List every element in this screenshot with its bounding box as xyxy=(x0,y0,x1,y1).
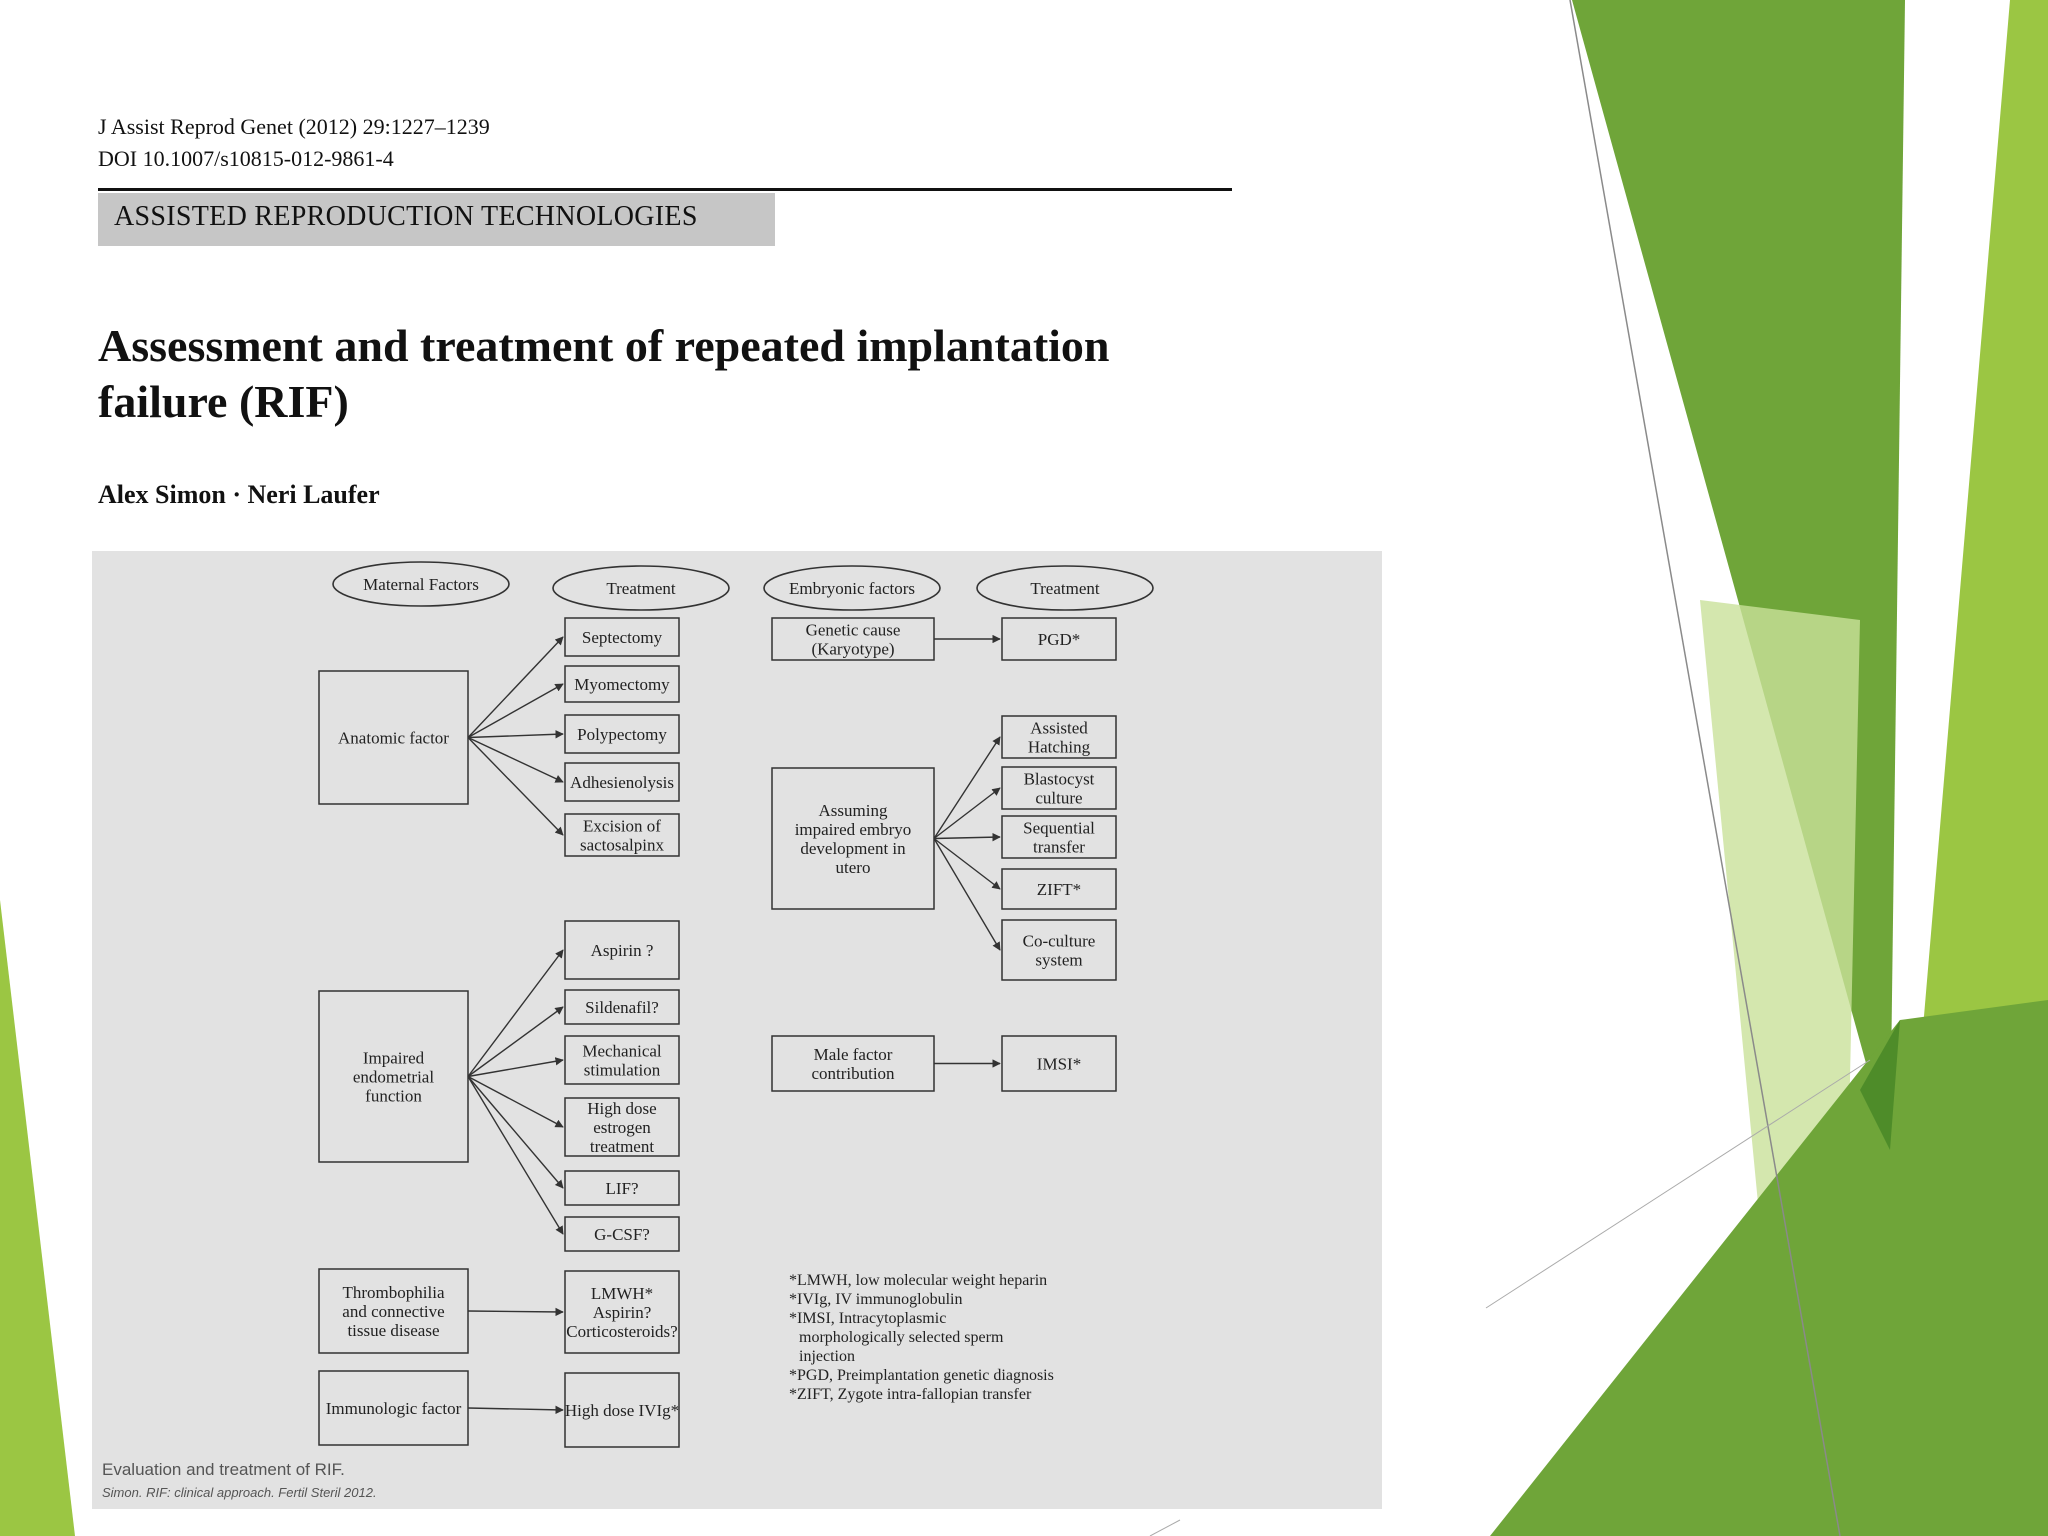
immunologic-treatment-label-1-line-1: High dose IVIg* xyxy=(564,1401,680,1420)
header-maternal-label: Maternal Factors xyxy=(363,575,479,594)
male-factor-label-line-1: Male factor xyxy=(813,1045,893,1064)
paper-title xyxy=(98,318,1218,430)
rif-flowchart xyxy=(92,551,1382,1509)
endometrial-factor-label-line-3: function xyxy=(365,1086,422,1106)
thrombophilia-factor-label-line-2: and connective xyxy=(342,1302,445,1321)
male-factor-label-line-2: contribution xyxy=(811,1064,895,1083)
abbrev-lmwh: *LMWH, low molecular weight heparin xyxy=(789,1272,1048,1289)
genetic-factor-label-line-1: Genetic cause xyxy=(805,620,901,640)
endometrial-treatment-label-5-line-1: LIF? xyxy=(605,1179,639,1198)
abbrev-imsi: *IMSI, Intracytoplasmic xyxy=(789,1310,947,1327)
anatomic-factor-label-line-1: Anatomic factor xyxy=(338,728,449,748)
header-treatment-left-label: Treatment xyxy=(606,579,676,598)
embryo-development-treatment-label-3-line-2: transfer xyxy=(1033,837,1085,857)
section-banner xyxy=(98,193,775,246)
abbrev-imsi-cont-2: injection xyxy=(799,1348,855,1365)
endometrial-treatment-label-3-line-2: stimulation xyxy=(583,1060,661,1080)
embryo-development-treatment-label-2-line-1: Blastocyst xyxy=(1023,769,1095,789)
embryo-development-treatment-label-1-line-1: Assisted xyxy=(1030,718,1088,738)
section-label: ASSISTED REPRODUCTION TECHNOLOGIES xyxy=(114,201,698,232)
endometrial-treatment-label-4-line-1: High dose xyxy=(587,1099,657,1118)
anatomic-arrow-2 xyxy=(468,684,563,738)
embryo-development-treatment-label-2-line-2: culture xyxy=(1035,788,1083,808)
thrombophilia-treatment-label-1-line-3: Corticosteroids? xyxy=(566,1322,678,1341)
anatomic-arrow-4 xyxy=(468,738,563,783)
anatomic-treatment-label-5-line-2: sactosalpinx xyxy=(579,835,665,855)
anatomic-arrow-5 xyxy=(468,738,563,836)
male-treatment-label-1-line-1: IMSI* xyxy=(1036,1054,1082,1074)
embryo-development-arrow-1 xyxy=(934,737,1000,839)
anatomic-treatment-label-4-line-1: Adhesienolysis xyxy=(570,773,674,792)
header-treatment-right-label: Treatment xyxy=(1030,579,1100,598)
endometrial-arrow-4 xyxy=(468,1077,563,1128)
thrombophilia-treatment-label-1-line-1: LMWH* xyxy=(590,1284,654,1303)
anatomic-treatment-label-5-line-1: Excision of xyxy=(583,816,661,836)
endometrial-arrow-5 xyxy=(468,1077,563,1189)
thrombophilia-factor-label-line-3: tissue disease xyxy=(347,1321,440,1340)
header-embryonic-label: Embryonic factors xyxy=(788,579,916,598)
figure-caption: Evaluation and treatment of RIF. xyxy=(102,1460,345,1479)
embryo-development-factor-label-line-2: impaired embryo xyxy=(794,820,912,839)
endometrial-treatment-label-3-line-1: Mechanical xyxy=(582,1041,662,1061)
embryo-development-arrow-2 xyxy=(934,788,1000,839)
endometrial-treatment-label-4-line-3: treatment xyxy=(589,1137,655,1156)
genetic-treatment-label-1-line-1: PGD* xyxy=(1037,630,1081,649)
embryo-development-factor-label-line-1: Assuming xyxy=(818,801,888,820)
anatomic-treatment-label-1-line-1: Septectomy xyxy=(581,628,663,647)
anatomic-treatment-label-2-line-1: Myomectomy xyxy=(574,675,670,694)
flowchart-nodes xyxy=(319,618,1116,1447)
embryo-development-arrow-3 xyxy=(934,837,1000,839)
journal-citation: J Assist Reprod Genet (2012) 29:1227–1239 xyxy=(98,114,490,139)
embryo-development-treatment-label-5-line-1: Co-culture xyxy=(1022,931,1096,951)
paper-title-line-1: Assessment and treatment of repeated implantation xyxy=(98,320,1110,371)
embryo-development-factor-label-line-4: utero xyxy=(835,858,871,877)
endometrial-arrow-2 xyxy=(468,1007,563,1077)
embryo-development-arrow-5 xyxy=(934,839,1000,951)
endometrial-arrow-6 xyxy=(468,1077,563,1235)
paper-title-line-2: failure (RIF) xyxy=(98,376,349,427)
journal-doi: DOI 10.1007/s10815-012-9861-4 xyxy=(98,146,394,171)
abbrev-imsi-cont-1: morphologically selected sperm xyxy=(799,1329,1004,1346)
abbrev-ivig: *IVIg, IV immunoglobulin xyxy=(789,1291,963,1308)
thrombophilia-treatment-label-1-line-2: Aspirin? xyxy=(592,1303,652,1322)
decor-shape-left xyxy=(0,900,75,1536)
anatomic-treatment-label-3-line-1: Polypectomy xyxy=(577,725,667,744)
endometrial-treatment-label-4-line-2: estrogen xyxy=(593,1118,651,1137)
anatomic-arrow-1 xyxy=(468,637,563,738)
immunologic-arrow-1 xyxy=(468,1408,563,1410)
embryo-development-factor-label-line-3: development in xyxy=(800,839,906,858)
figure-source: Simon. RIF: clinical approach. Fertil Steril 2012. xyxy=(102,1485,377,1500)
figure-panel xyxy=(92,551,1382,1509)
embryo-development-treatment-label-1-line-2: Hatching xyxy=(1027,737,1091,757)
endometrial-factor-label-line-1: Impaired xyxy=(362,1048,425,1068)
endometrial-treatment-label-2-line-1: Sildenafil? xyxy=(585,998,659,1017)
endometrial-arrow-1 xyxy=(468,950,563,1077)
abbrev-zift: *ZIFT, Zygote intra-fallopian transfer xyxy=(789,1386,1032,1403)
embryo-development-arrow-4 xyxy=(934,839,1000,890)
endometrial-treatment-label-6-line-1: G-CSF? xyxy=(594,1225,650,1244)
authors: Alex Simon · Neri Laufer xyxy=(98,480,380,509)
anatomic-arrow-3 xyxy=(468,734,563,738)
embryo-development-treatment-label-5-line-2: system xyxy=(1035,950,1083,970)
thrombophilia-factor-label-line-1: Thrombophilia xyxy=(342,1283,445,1302)
thrombophilia-arrow-1 xyxy=(468,1311,563,1312)
genetic-factor-label-line-2: (Karyotype) xyxy=(811,639,895,659)
embryo-development-treatment-label-3-line-1: Sequential xyxy=(1023,818,1095,838)
endometrial-arrow-3 xyxy=(468,1060,563,1077)
endometrial-treatment-label-1-line-1: Aspirin ? xyxy=(590,941,654,960)
embryo-development-treatment-label-4-line-1: ZIFT* xyxy=(1036,880,1082,899)
abbrev-pgd: *PGD, Preimplantation genetic diagnosis xyxy=(789,1367,1054,1384)
endometrial-factor-label-line-2: endometrial xyxy=(352,1067,435,1087)
decor-line-3 xyxy=(1150,1520,1180,1536)
header-rule xyxy=(98,188,1232,191)
immunologic-factor-label-line-1: Immunologic factor xyxy=(325,1399,462,1418)
